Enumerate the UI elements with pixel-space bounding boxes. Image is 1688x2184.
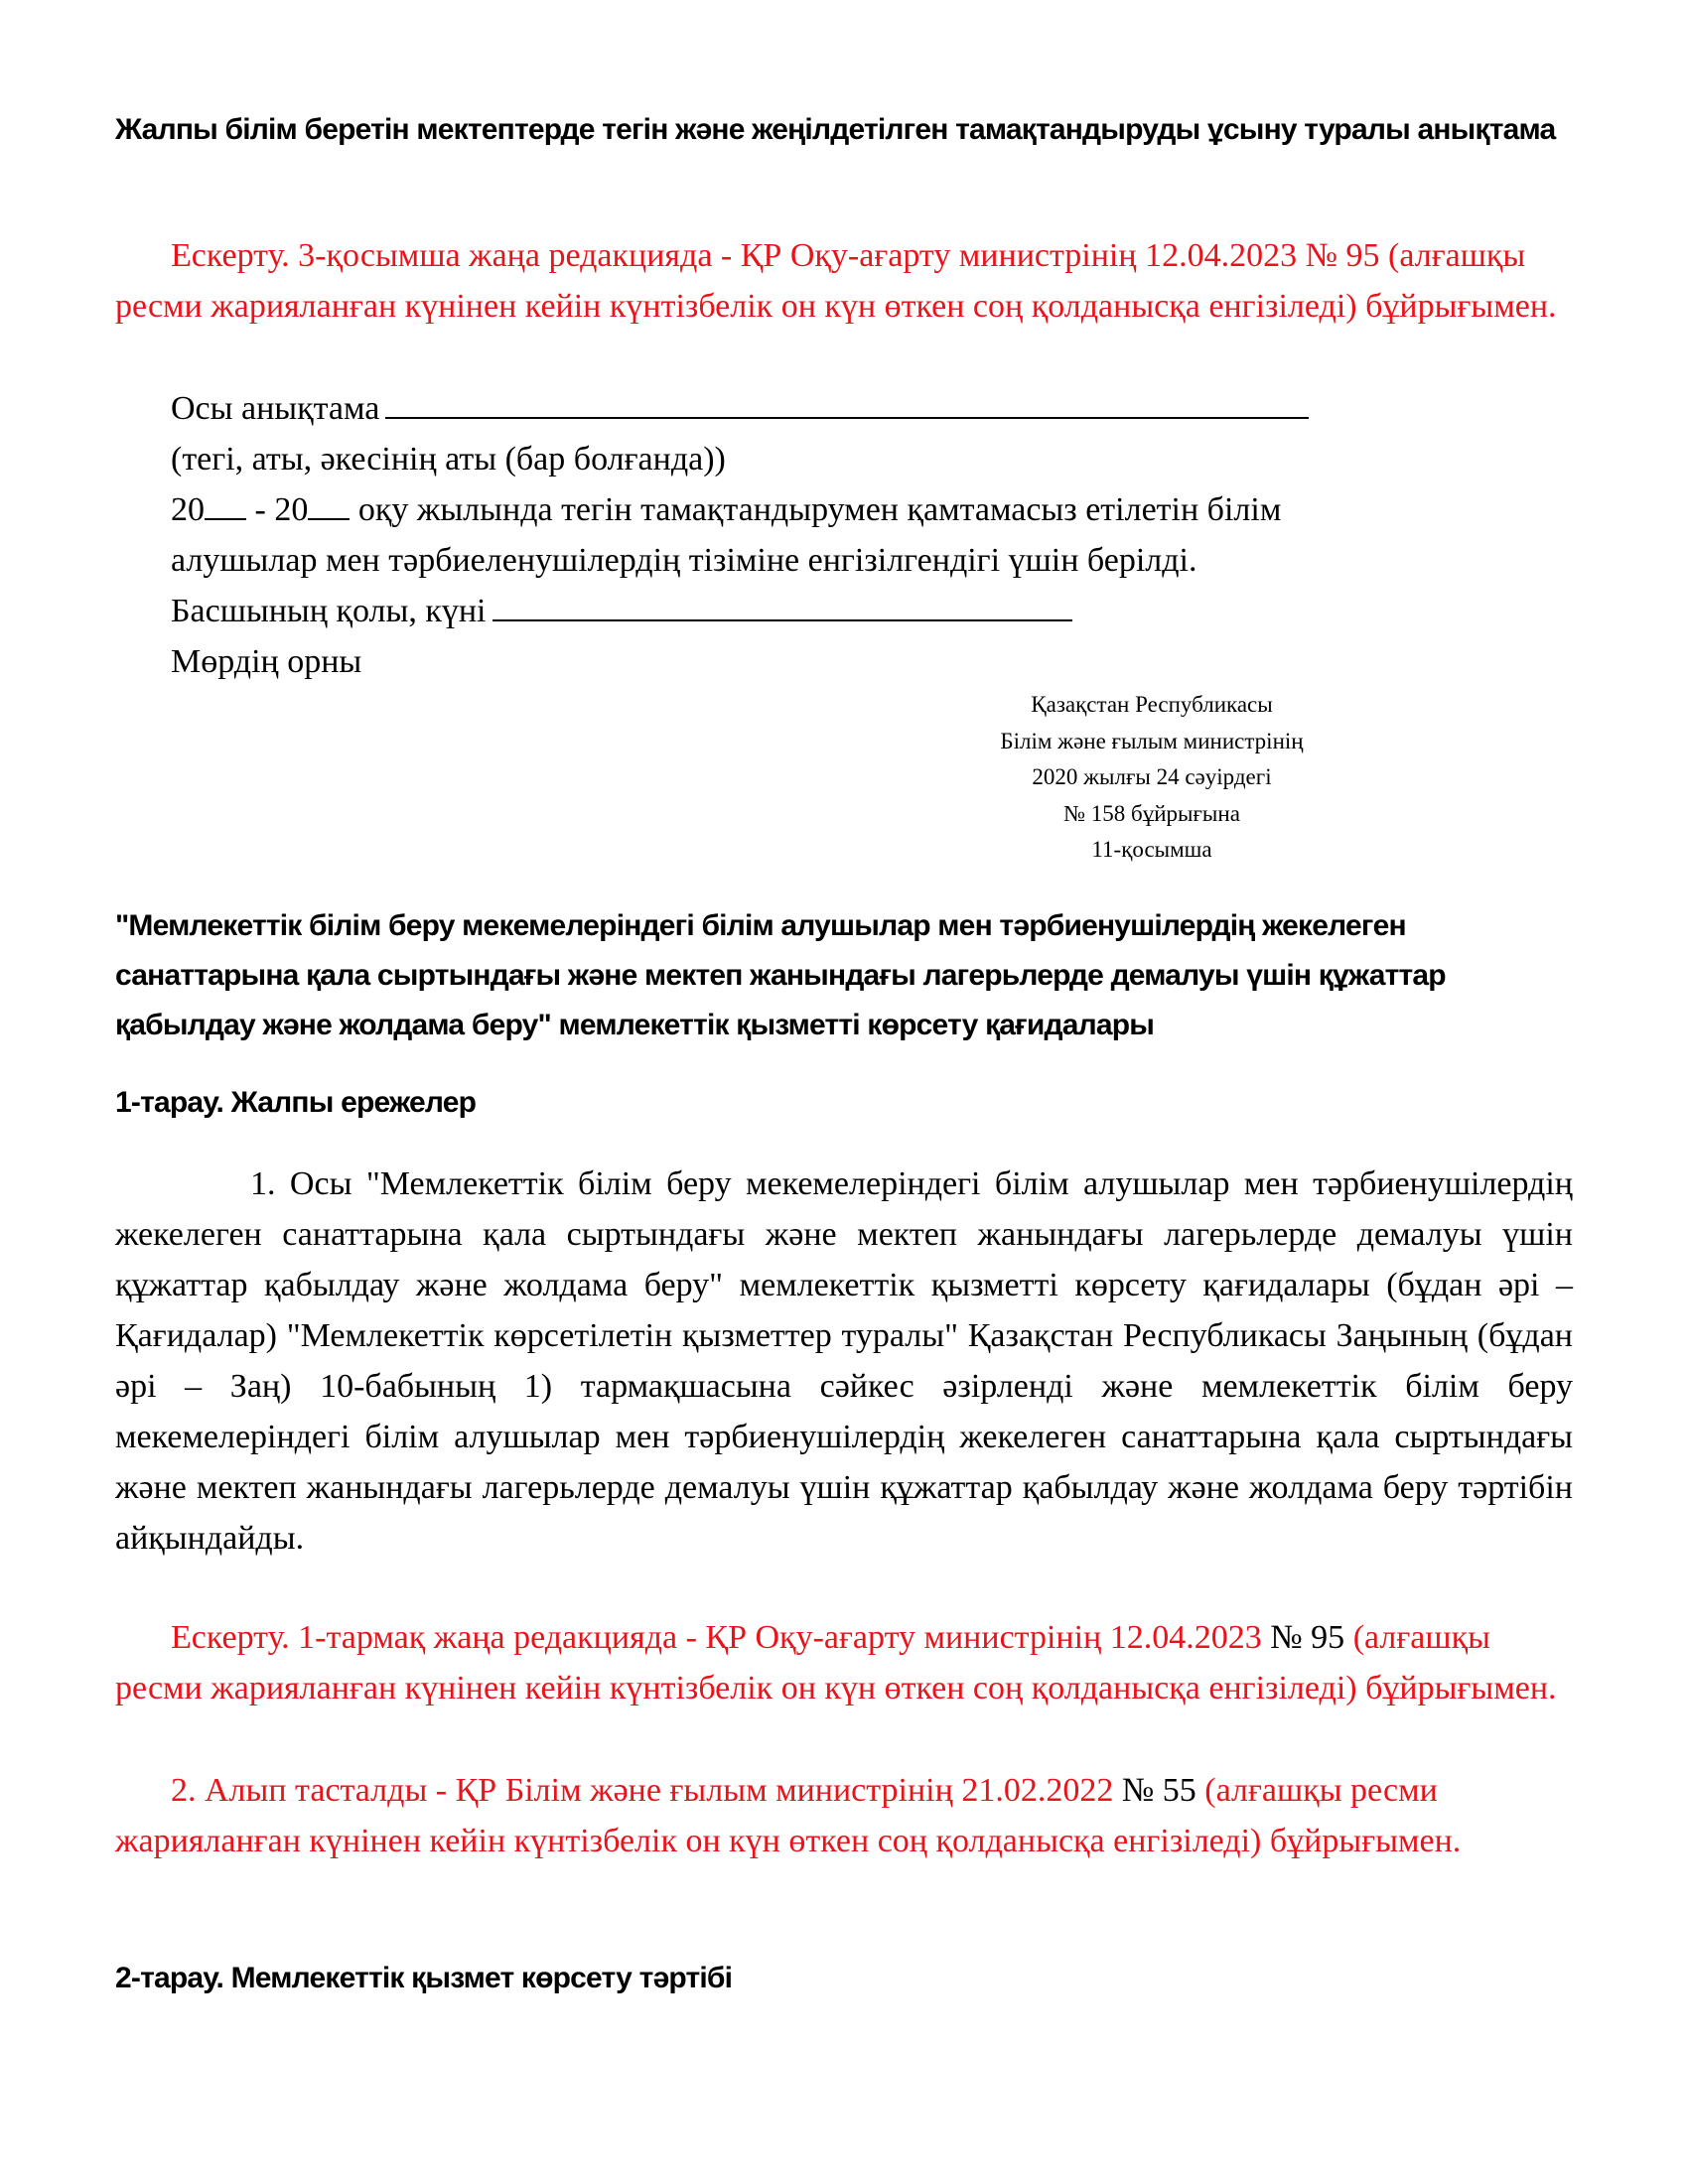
name-blank-line (385, 387, 1309, 419)
note-3-tail: (алғашқы ресми жарияланған күнінен кейін күнтізбелік он күн өткен соң қолданысқа енгізіледі) бұйрығымен. (115, 1772, 1462, 1859)
amendment-note-item-1 (115, 1612, 1565, 1713)
form-label-signature: Басшының қолы, күні (171, 593, 487, 629)
approval-line-4: № 158 бұйрығына (1063, 800, 1240, 826)
note-2-text: Ескерту. 1-тармақ жаңа редакцияда - ҚР Оқу-ағарту министрінің 12.04.2023 (171, 1619, 1262, 1656)
note-3-text: 2. Алып тасталды - ҚР Білім және ғылым министрінің 21.02.2022 (171, 1772, 1114, 1809)
approval-line-1: Қазақстан Республикасы (1031, 692, 1273, 717)
approval-line-3: 2020 жылғы 24 сәуірдегі (1032, 764, 1272, 789)
rules-title: "Мемлекеттік білім беру мекемелеріндегі білім алушылар мен тәрбиенушілердің жекелеген санаттарына қала сыртындағы және мектеп жанындағы лагерьлерде демалуы үшін құжаттар қабылдау және жолдама беру" мемлекеттік қызметті көрсету қағидалары (115, 909, 1446, 1041)
chapter-2-heading: 2-тарау. Мемлекеттік қызмет көрсету тәртібі (115, 1962, 733, 1994)
form-line-school-year (171, 484, 1281, 535)
chapter-1-heading: 1-тарау. Жалпы ережелер (115, 1086, 477, 1119)
year-blank-2 (308, 492, 350, 520)
approval-stamp-block (874, 687, 1430, 869)
signature-blank-line (492, 590, 1072, 621)
form-line-stamp-place: Мөрдің орны (171, 643, 362, 680)
year-blank-1 (205, 492, 246, 520)
approval-line-5: 11-қосымша (1091, 837, 1212, 862)
approval-line-2: Білім және ғылым министрінің (1000, 728, 1304, 753)
school-year-text: оқу жылында тегін тамақтандырумен қамтамасыз етілетін білім (350, 491, 1282, 528)
form-line-certificate (171, 383, 1309, 434)
note-2-number: № 95 (1261, 1619, 1353, 1656)
year-prefix-1: 20 (171, 491, 205, 528)
removed-item-2-note (115, 1765, 1565, 1866)
note-3-number: № 55 (1113, 1772, 1205, 1809)
certificate-title: Жалпы білім беретін мектептерде тегін және жеңілдетілген тамақтандыруды ұсыну туралы анықтама (115, 113, 1556, 146)
form-line-name-hint: (тегі, аты, әкесінің аты (бар болғанда)) (171, 441, 726, 478)
form-label-certificate: Осы анықтама (171, 390, 380, 427)
note-2-tail: (алғашқы ресми жарияланған күнінен кейін күнтізбелік он күн өткен соң қолданысқа енгізіледі) бұйрығымен. (115, 1619, 1557, 1706)
form-line-list-inclusion: алушылар мен тәрбиеленушілердің тізіміне енгізілгендігі үшін берілді. (171, 542, 1197, 579)
form-line-signature (171, 586, 1072, 636)
paragraph-1: 1. Осы "Мемлекеттік білім беру мекемелеріндегі білім алушылар мен тәрбиенушілердің жекелеген санаттарына қала сыртындағы және мектеп жанындағы лагерьлерде демалуы үшін құжаттар қабылдау және жолдама беру" мемлекеттік қызметті көрсету қағидалары (бұдан әрі – Қағидалар) "Мемлекеттік көрсетілетін қызметтер туралы" Қазақстан Республикасы Заңының (бұдан әрі – Заң) 10-бабының 1) тармақшасына сәйкес әзірленді және мемлекеттік білім беру мекемелеріндегі білім алушылар мен тәрбиенушілердің жекелеген санаттарына қала сыртындағы және мектеп жанындағы лагерьлерде демалуы үшін құжаттар қабылдау және жолдама беру тәртібін айқындайды. (115, 1165, 1573, 1557)
amendment-note-appendix-3: Ескерту. 3-қосымша жаңа редакцияда - ҚР Оқу-ағарту министрінің 12.04.2023 № 95 (алғашқы ресми жарияланған күнінен кейін күнтізбелік он күн өткен соң қолданысқа енгізіледі) бұйрығымен. (115, 237, 1557, 325)
year-prefix-2: - 20 (246, 491, 309, 528)
